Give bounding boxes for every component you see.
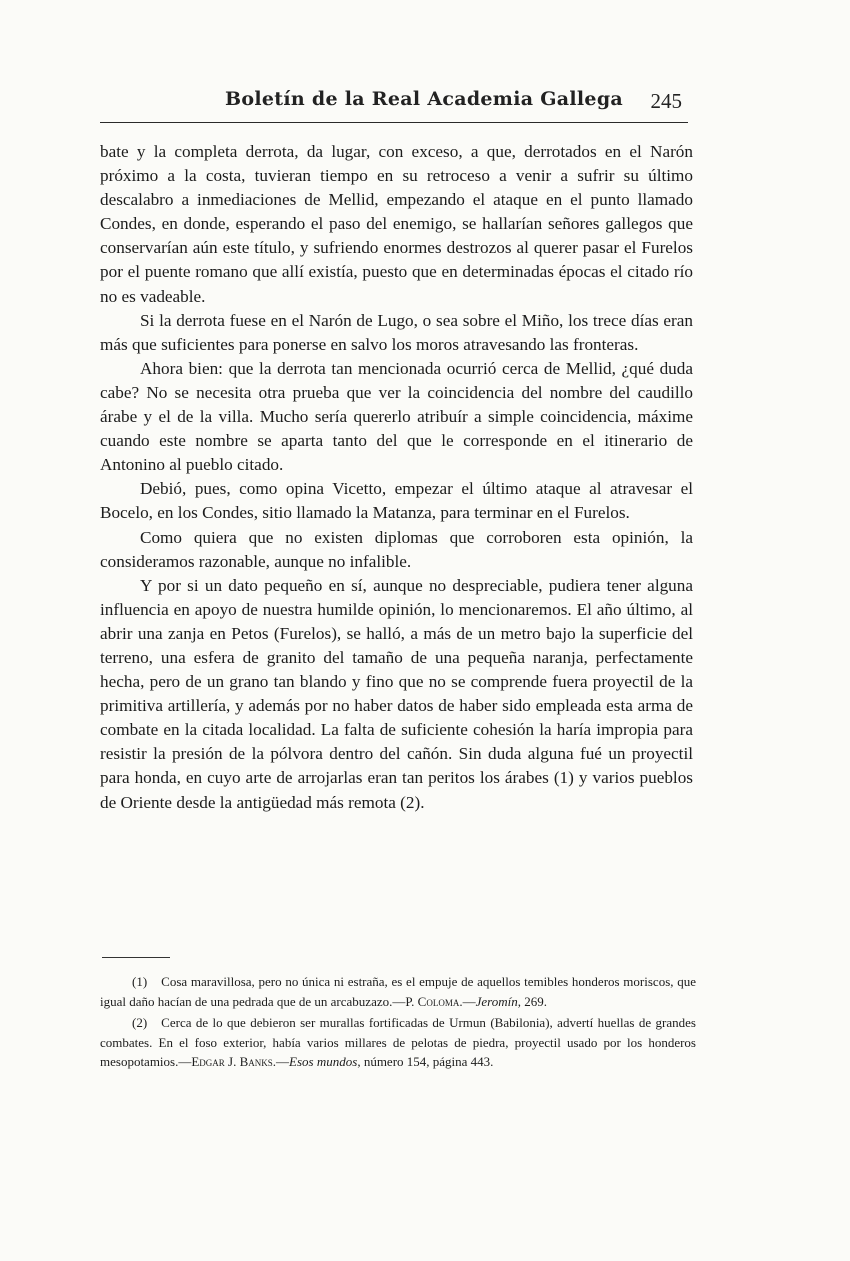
page-header [100,88,688,123]
paragraph: Si la derrota fuese en el Narón de Lugo, o sea sobre el Miño, los trece días eran más que suficientes para ponerse en salvo los moros atravesando las fronteras. [100,310,693,354]
paragraph: Ahora bien: que la derrota tan mencionada ocurrió cerca de Mellid, ¿qué duda cabe? No se necesita otra prueba que ver la coincidencia del nombre del caudillo árabe y el de la villa. Mucho sería quererlo atribuír a simple coincidencia, máxime cuando este nombre se aparta tanto del que le corresponde en el itinerario de Antonino al pueblo citado. [100,358,693,475]
body-text [100,140,693,815]
footnote [100,972,696,1011]
footnote-text: Cerca de lo que debieron ser murallas fortificadas de Urmun (Babilonia), advertí huellas de grandes combates. En el foso exterior, había varios millares de pelotas de piedra, proyectil usado por los honderos mesopotamios.— [100,1015,696,1070]
paragraph: Debió, pues, como opina Vicetto, empezar el último ataque al atravesar el Bocelo, en los Condes, sitio llamado la Matanza, para terminar en el Furelos. [100,479,693,523]
footnote [100,1013,696,1072]
footnote-tail: , 269. [517,993,547,1009]
footnote-text: Cosa maravillosa, pero no única ni estraña, es el empuje de aquellos temibles honderos moriscos, que igual daño hacían de una pedrada que de un arcabuzazo.— [100,974,696,1009]
page-number: 245 [650,89,682,113]
footnote-work: Jeromín [475,993,518,1009]
footnote-mark: (2) [132,1015,148,1031]
footnote-dash: — [276,1054,290,1070]
footnote-divider [102,957,170,958]
footnote-dash: — [462,993,476,1009]
footnote-work: Esos mundos [289,1054,358,1070]
paragraph: bate y la completa derrota, da lugar, con exceso, a que, derrotados en el Narón próximo a la costa, tuvieran tiempo en su retroceso a venir a sufrir su último descalabro a inmediaciones de Mellid, empezando el ataque en el punto llamado Condes, en donde, esperando el paso del enemigo, se hallarían señores gallegos que conservarían aún este título, y sufriendo enormes destrozos al querer pasar el Furelos por el puente romano que allí existía, puesto que en determinadas épocas el citado río no es vadeable. [100,142,693,306]
footnote-tail: , número 154, página 443. [357,1054,494,1070]
footnotes [100,972,696,1074]
footnote-author: Edgar J. Banks. [191,1054,277,1070]
footnote-mark: (1) [132,974,148,989]
footnote-author: P. Coloma. [405,993,463,1009]
paragraph: Como quiera que no existen diplomas que corroboren esta opinión, la consideramos razonable, aunque no infalible. [100,527,693,571]
running-title: Boletín de la Real Academia Gallega [225,88,624,110]
paragraph: Y por si un dato pequeño en sí, aunque no despreciable, pudiera tener alguna influencia en apoyo de nuestra humilde opinión, lo mencionaremos. El año último, al abrir una zanja en Petos (Furelos), se halló, a más de un metro bajo la superficie del terreno, una esfera de granito del tamaño de una pequeña naranja, perfectamente hecha, pero de un grano tan blando y fino que no se comprende fuera proyectil de la primitiva artillería, y además por no haber datos de haber sido empleada esta arma de combate en la citada localidad. La falta de suficiente cohesión la haría impropia para resistir la presión de la pólvora dentro del cañón. Sin duda alguna fué un proyectil para honda, en cuyo arte de arrojarlas eran tan peritos los árabes (1) y varios pueblos de Oriente desde la antigüedad más remota (2). [100,575,693,812]
